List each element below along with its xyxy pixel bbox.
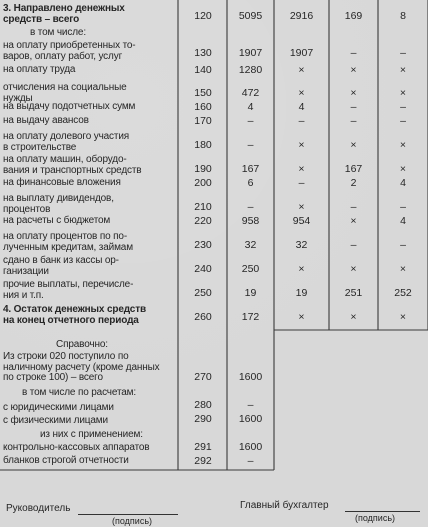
row-label-291: контрольно-кассовых аппаратов	[3, 442, 150, 453]
value-120-financial: 8	[400, 10, 406, 22]
signature-accountant-label: Главный бухгалтер	[240, 500, 329, 511]
value-260-investment: ×	[350, 311, 357, 323]
row-label-292: бланков строгой отчетности	[3, 455, 129, 466]
code-270: 270	[194, 371, 212, 383]
row-label-210: на выплату дивидендов, процентов	[3, 193, 114, 215]
value-180-current: ×	[298, 139, 305, 151]
value-260-total: 172	[241, 311, 260, 323]
value-270-total: 1600	[238, 371, 263, 383]
value-120-current: 2916	[289, 10, 314, 22]
code-140: 140	[194, 64, 212, 76]
value-170-investment: –	[350, 115, 357, 127]
value-150-total: 472	[241, 87, 260, 99]
value-190-total: 167	[241, 163, 260, 175]
value-130-investment: –	[350, 47, 357, 59]
value-291-total: 1600	[238, 441, 263, 453]
value-130-financial: –	[400, 47, 406, 59]
code-240: 240	[194, 263, 212, 275]
code-250: 250	[194, 287, 212, 299]
value-190-investment: 167	[344, 163, 363, 175]
value-190-current: ×	[298, 163, 305, 175]
value-230-total: 32	[244, 239, 257, 251]
code-170: 170	[194, 115, 212, 127]
value-170-financial: –	[400, 115, 406, 127]
value-240-total: 250	[241, 263, 260, 275]
value-200-investment: 2	[350, 177, 357, 189]
signature-accountant-caption: (подпись)	[355, 513, 396, 523]
value-180-total: –	[247, 139, 254, 151]
value-150-financial: ×	[399, 87, 407, 99]
value-250-total: 19	[244, 287, 257, 299]
value-220-financial: 4	[400, 215, 406, 227]
row-label-220: на расчеты с бюджетом	[3, 215, 111, 226]
row-label-170: на выдачу авансов	[3, 115, 89, 126]
code-180: 180	[194, 139, 212, 151]
code-190: 190	[194, 163, 212, 175]
value-240-investment: ×	[350, 263, 357, 275]
value-250-current: 19	[295, 287, 308, 299]
value-210-total: –	[247, 201, 254, 213]
row-label-260: 4. Остаток денежных средств на конец отчетного периода	[3, 304, 146, 326]
value-220-current: 954	[292, 215, 311, 227]
row-label-230: на оплату процентов по по- лученным кредитам, займам	[3, 231, 133, 253]
code-130: 130	[194, 47, 212, 59]
reference-heading: Справочно:	[56, 339, 108, 350]
value-160-investment: –	[350, 101, 357, 113]
value-260-financial: ×	[399, 311, 407, 323]
row-label-140: на оплату труда	[3, 64, 76, 75]
code-220: 220	[194, 215, 212, 227]
value-150-investment: ×	[350, 87, 357, 99]
value-180-financial: ×	[399, 139, 407, 151]
value-250-investment: 251	[344, 287, 363, 299]
row-label-160: на выдачу подотчетных сумм	[3, 101, 136, 112]
value-220-investment: ×	[350, 215, 357, 227]
row-label-of-which: из них с применением:	[40, 429, 143, 440]
value-250-financial: 252	[394, 287, 412, 299]
value-160-total: 4	[247, 101, 254, 113]
value-130-total: 1907	[238, 47, 263, 59]
signature-head-line	[78, 514, 178, 515]
code-280: 280	[194, 399, 212, 411]
row-label-150: отчисления на социальные нужды	[3, 82, 127, 104]
row-label-190: на оплату машин, оборудо- вания и транспортных средств	[3, 154, 142, 176]
code-200: 200	[194, 177, 212, 189]
value-210-financial: –	[400, 201, 406, 213]
value-120-investment: 169	[344, 10, 363, 22]
value-230-investment: –	[350, 239, 357, 251]
code-260: 260	[194, 311, 212, 323]
row-label-120: 3. Направлено денежных средств – всего	[3, 3, 125, 25]
code-210: 210	[194, 201, 212, 213]
value-280-total: –	[247, 399, 254, 411]
value-140-investment: ×	[350, 64, 357, 76]
code-291: 291	[194, 441, 212, 453]
value-140-total: 1280	[238, 64, 263, 76]
row-label-240: сдано в банк из кассы ор- ганизации	[3, 255, 119, 277]
row-label-250: прочие выплаты, перечисле- ния и т.п.	[3, 279, 134, 301]
row-label-200: на финансовые вложения	[3, 177, 121, 188]
code-230: 230	[194, 239, 212, 251]
code-120: 120	[194, 10, 212, 22]
value-130-current: 1907	[289, 47, 314, 59]
value-240-financial: ×	[399, 263, 407, 275]
code-290: 290	[194, 413, 212, 425]
value-140-current: ×	[298, 64, 305, 76]
row-label-including: в том числе:	[30, 27, 86, 38]
value-230-financial: –	[400, 239, 406, 251]
value-210-current: ×	[298, 201, 305, 213]
value-170-current: –	[298, 115, 305, 127]
row-label-130: на оплату приобретенных то- варов, оплату работ, услуг	[3, 40, 136, 62]
value-180-investment: ×	[350, 139, 357, 151]
code-160: 160	[194, 101, 212, 113]
value-200-financial: 4	[400, 177, 406, 189]
signature-accountant-line	[345, 511, 420, 512]
value-200-total: 6	[247, 177, 254, 189]
value-190-financial: ×	[399, 163, 407, 175]
value-290-total: 1600	[238, 413, 263, 425]
signature-head-label: Руководитель	[6, 503, 71, 514]
value-230-current: 32	[295, 239, 308, 251]
value-120-total: 5095	[238, 10, 263, 22]
value-160-financial: –	[400, 101, 406, 113]
value-260-current: ×	[298, 311, 305, 323]
row-label-180: на оплату долевого участия в строительстве	[3, 131, 130, 153]
code-150: 150	[194, 87, 212, 99]
row-label-including-settlements: в том числе по расчетам:	[22, 387, 137, 398]
value-160-current: 4	[298, 101, 305, 113]
code-292: 292	[194, 455, 212, 467]
row-label-290: с физическими лицами	[3, 415, 108, 426]
row-label-280: с юридическими лицами	[3, 402, 114, 413]
value-220-total: 958	[241, 215, 260, 227]
signature-head-caption: (подпись)	[112, 516, 153, 526]
value-170-total: –	[247, 115, 254, 127]
value-140-financial: ×	[399, 64, 407, 76]
value-200-current: –	[298, 177, 305, 189]
value-292-total: –	[247, 455, 254, 467]
row-label-270: Из строки 020 поступило по наличному расчету (кроме данных по строке 100) – всего	[3, 351, 160, 383]
value-150-current: ×	[298, 87, 305, 99]
value-240-current: ×	[298, 263, 305, 275]
value-210-investment: –	[350, 201, 357, 213]
